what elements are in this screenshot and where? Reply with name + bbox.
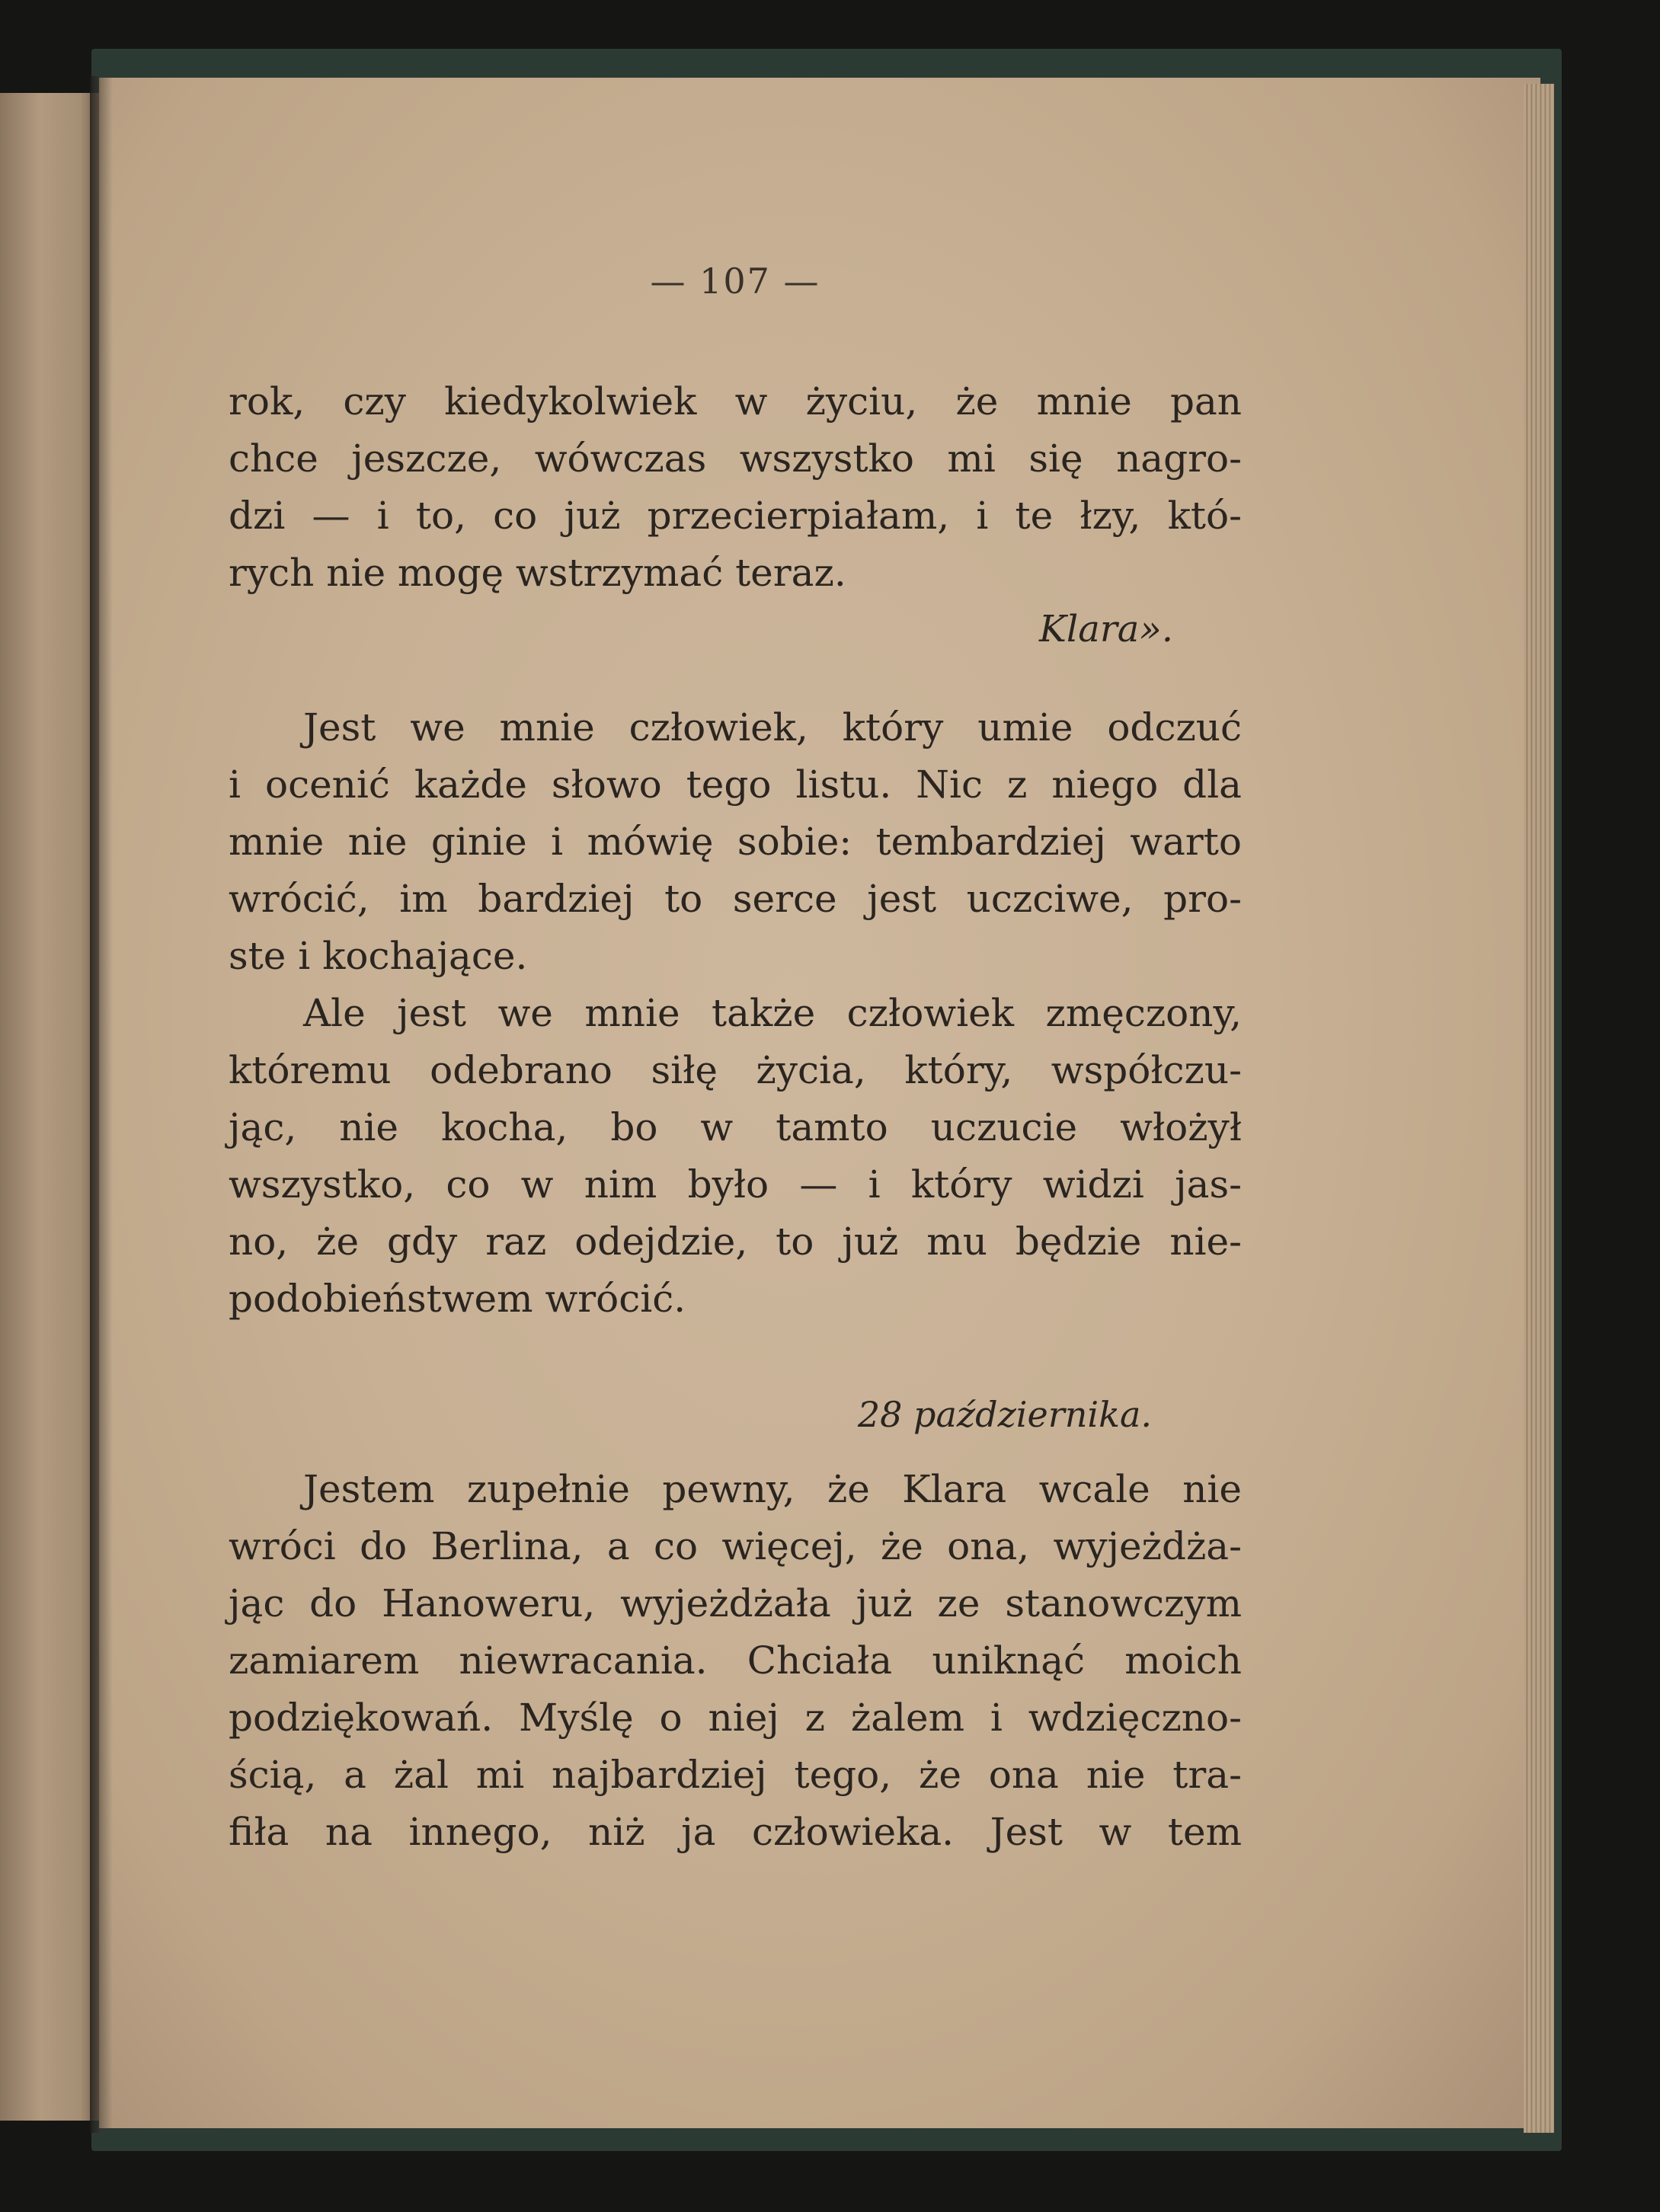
paragraph-reflection-1 <box>229 699 1242 985</box>
text-line: Jest we mnie człowiek, który umie odczuć <box>303 705 1242 750</box>
text-line: rok, czy kiedykolwiek w życiu, że mnie pan <box>229 379 1242 424</box>
paragraph-diary-entry <box>229 1461 1242 1861</box>
page-number: — 107 — <box>650 261 820 302</box>
text-line: podziękowań. Myślę o niej z żalem i wdzięczno- <box>229 1696 1242 1740</box>
diary-date-heading: 28 października. <box>857 1394 1152 1435</box>
text-line: któremu odebrano siłę życia, który, współczu- <box>229 1048 1242 1092</box>
text-line: ścią, a żal mi najbardziej tego, że ona nie tra- <box>229 1753 1242 1797</box>
text-line: ste i kochające. <box>229 934 528 978</box>
text-line: wszystko, co w nim było — i który widzi jas- <box>229 1162 1242 1207</box>
page-edges <box>1524 84 1554 2133</box>
text-line: rych nie mogę wstrzymać teraz. <box>229 551 846 595</box>
text-line: wrócić, im bardziej to serce jest uczciwe, pro- <box>229 877 1242 921</box>
text-line: Ale jest we mnie także człowiek zmęczony, <box>303 991 1242 1035</box>
text-line: mnie nie ginie i mówię sobie: tembardziej warto <box>229 820 1242 864</box>
text-line: Jestem zupełnie pewny, że Klara wcale nie <box>303 1467 1242 1511</box>
text-line: dzi — i to, co już przecierpiałam, i te łzy, któ- <box>229 494 1242 538</box>
text-line: jąc, nie kocha, bo w tamto uczucie włożył <box>229 1105 1242 1149</box>
left-page-strip <box>0 93 101 2121</box>
text-line: podobieństwem wrócić. <box>229 1277 686 1321</box>
paragraph-reflection-2 <box>229 985 1242 1328</box>
letter-signature: Klara». <box>1038 608 1173 650</box>
text-line: i ocenić każde słowo tego listu. Nic z niego dla <box>229 762 1242 807</box>
text-line: fiła na innego, niż ja człowieka. Jest w tem <box>229 1810 1242 1854</box>
text-line: wróci do Berlina, a co więcej, że ona, wyjeżdża- <box>229 1524 1242 1568</box>
text-line: no, że gdy raz odejdzie, to już mu będzie nie- <box>229 1219 1242 1264</box>
text-line: jąc do Hanoweru, wyjeżdżała już ze stanowczym <box>229 1581 1242 1625</box>
text-line: chce jeszcze, wówczas wszystko mi się nagro- <box>229 436 1242 481</box>
paragraph-letter-end <box>229 373 1242 602</box>
spine-shadow <box>90 76 113 2133</box>
text-line: zamiarem niewracania. Chciała uniknąć moich <box>229 1638 1242 1683</box>
